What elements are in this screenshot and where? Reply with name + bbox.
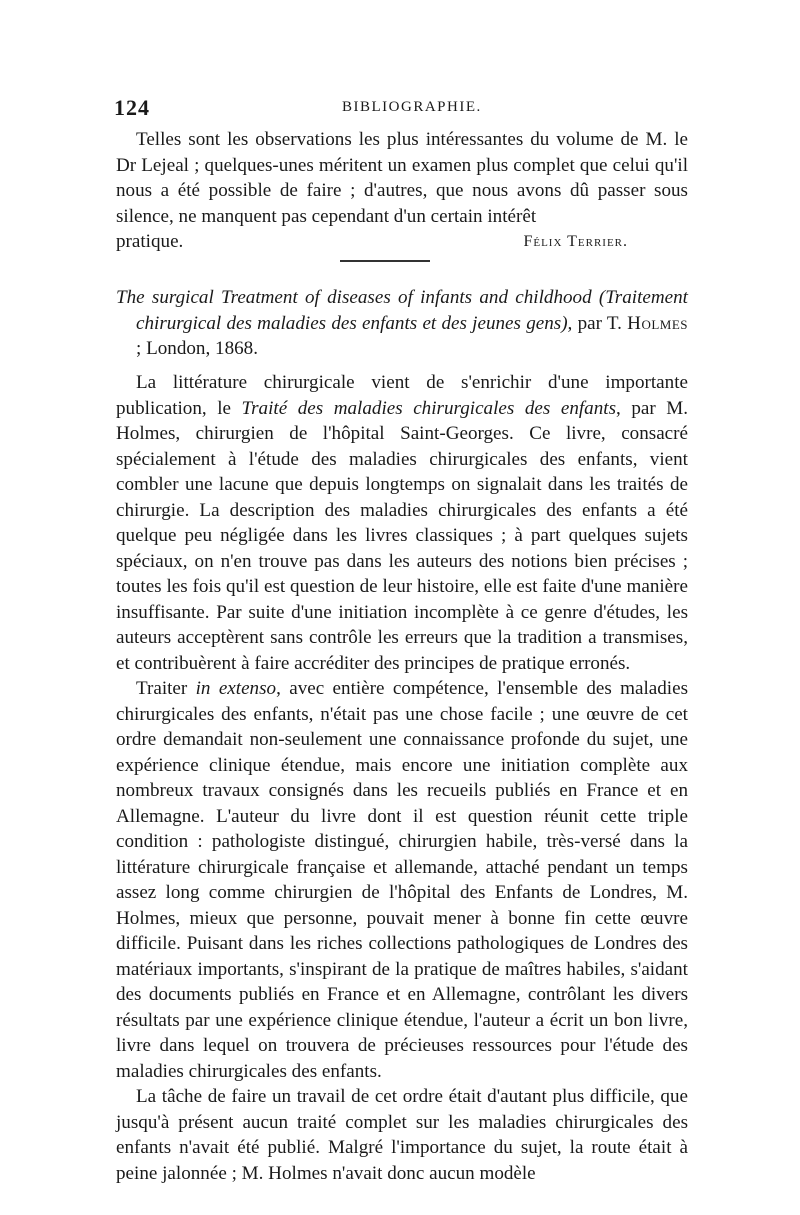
running-head xyxy=(112,95,687,125)
citation-author: Holmes xyxy=(627,312,689,334)
second-review xyxy=(116,370,688,1186)
p1-part-b: , par M. Holmes, chirurgien de l'hôpital Saint-Georges. Ce livre, consacré spécialement à l'étude des maladies chirurgicales des enfants, vient combler une lacune que depuis longtemps on signalait dans les traités de chirurgie. La description des maladies chirurgicales des enfants a été quelque peu négligée dans les livres classiques ; à part quelques sujets spéciaux, on n'en trouve pas dans les auteurs des notions bien précises ; toutes les fois qu'il est question de leur histoire, elle est faite d'une manière insuffisante. Par suite d'une initiation incomplète à ce genre d'études, les auteurs acceptèrent sans contrôle les erreurs que la tradition a transmises, et contribuèrent à faire accréditer des principes de pratique erronés. xyxy=(116,397,688,674)
section-divider xyxy=(340,260,430,262)
closing-word: pratique. xyxy=(116,231,184,252)
book-citation xyxy=(116,285,688,362)
citation-place-date: ; London, 1868. xyxy=(136,338,258,359)
review-paragraph-2 xyxy=(116,676,688,1084)
citation-by: par T. xyxy=(572,312,628,334)
signature-line xyxy=(116,229,688,255)
first-review-paragraph: Telles sont les observations les plus intéressantes du volume de M. le Dr Lejeal ; quelques-unes méritent un examen plus complet que celui qu'il nous a été possible de faire ; d'autres, que nous avons dû passer sous silence, ne manquent pas cependant d'un certain intérêt xyxy=(116,129,688,227)
p2-part-b: , avec entière compétence, l'ensemble des maladies chirurgicales des enfants, n'était pas une chose facile ; une œuvre de cet ordre demandait non-seulement une connaissance profonde du sujet, une expérience clinique étendue, mais encore une initiation complète aux nombreux travaux consignés dans les recueils publiés en France et en Allemagne. L'auteur du livre dont il est question réunit cette triple condition : pathologiste distingué, chirurgien habile, très-versé dans la littérature chirurgicale française et allemande, attaché pendant un temps assez long comme chirurgien de l'hôpital des Enfants de Londres, M. Holmes, mieux que personne, pouvait mener à bonne fin cette œuvre difficile. Puisant dans les riches collections pathologiques de Londres des matériaux importants, s'inspirant de la pratique de maîtres habiles, s'aidant des documents publiés en France et en Allemagne, contrôlant les divers résultats par une expérience clinique étendue, l'auteur a écrit un bon livre, livre dans lequel on trouvera de précieuses ressources pour l'étude des maladies chirurgicales des enfants. xyxy=(116,678,688,1082)
page-number: 124 xyxy=(114,95,150,120)
first-review xyxy=(116,127,688,255)
p2-part-a: Traiter xyxy=(136,678,196,699)
p2-latin-phrase: in extenso xyxy=(195,678,277,699)
citation-line xyxy=(116,285,689,362)
p1-part-a: La littérature chirurgicale vient de s'enrichir d'une importante publication, le xyxy=(116,372,688,419)
review-paragraph-1 xyxy=(116,370,688,676)
p1-book-title: Traité des maladies chirurgicales des enfants xyxy=(241,397,616,419)
citation-title: The surgical Treatment of diseases of infants and childhood (Traitement chirurgical des maladies des enfants et des jeunes gens), xyxy=(116,287,688,334)
running-title: BIBLIOGRAPHIE. xyxy=(342,99,482,115)
review-paragraph-3: La tâche de faire un travail de cet ordre était d'autant plus difficile, que jusqu'à présent aucun traité complet sur les maladies chirurgicales des enfants n'avait été publié. Malgré l'importance du sujet, la route était à peine jalonnée ; M. Holmes n'avait donc aucun modèle xyxy=(116,1086,688,1184)
reviewer-signature: Félix Terrier. xyxy=(523,233,628,250)
